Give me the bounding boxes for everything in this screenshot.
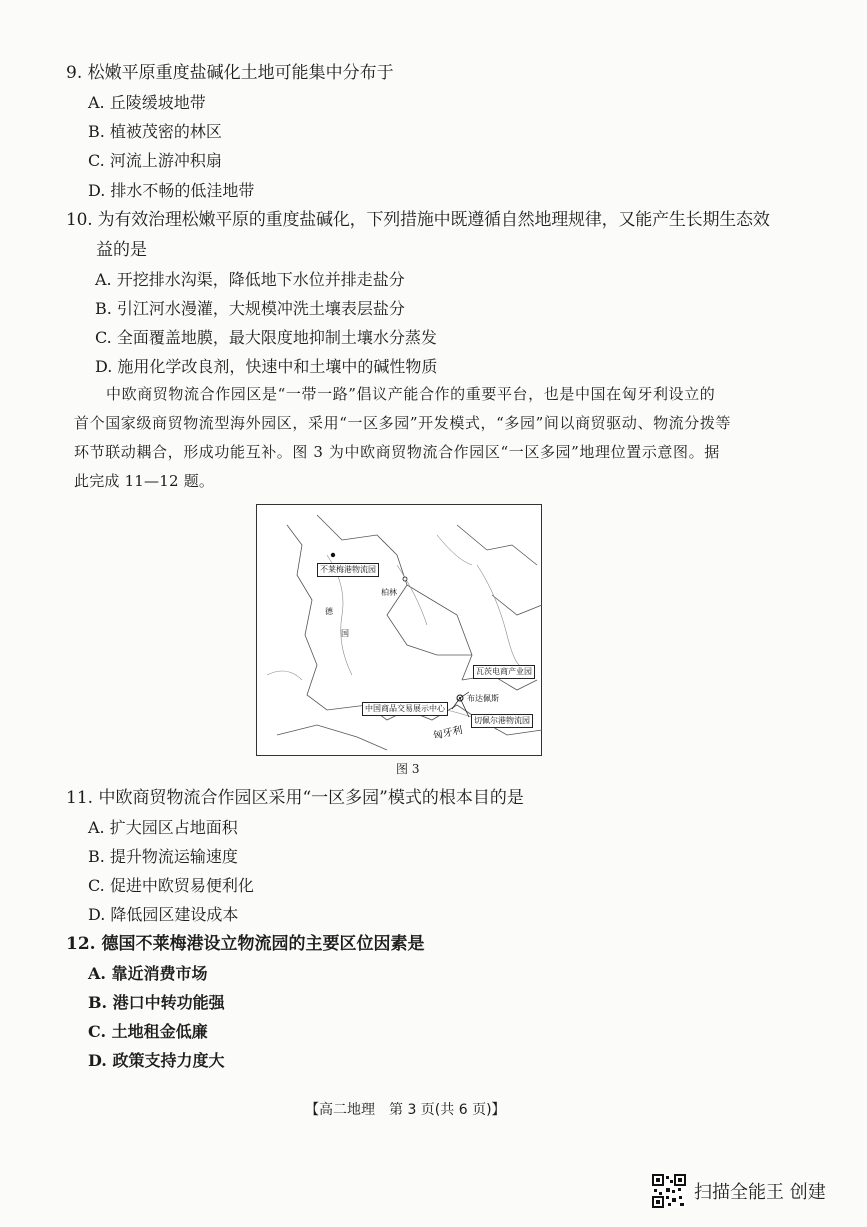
q9-option-d: D. 排水不畅的低洼地带: [88, 181, 255, 200]
q11-option-c: C. 促进中欧贸易便利化: [88, 876, 254, 895]
q9-stem: 9. 松嫩平原重度盐碱化土地可能集中分布于: [66, 63, 394, 83]
border-line: [457, 525, 537, 565]
map-label-csepel: 切佩尔港物流园: [471, 714, 533, 728]
scanner-watermark: [652, 1173, 826, 1209]
q12-option-c: C. 土地租金低廉: [88, 1022, 208, 1041]
q11-option-d: D. 降低园区建设成本: [88, 905, 239, 924]
q10-stem-line2: 益的是: [96, 240, 147, 260]
border-line: [287, 525, 407, 720]
map-label-hungary: 匈牙利: [432, 725, 464, 743]
q10-option-d: D. 施用化学改良剂，快速中和土壤中的碱性物质: [95, 357, 438, 376]
passage-line1: 中欧商贸物流合作园区是“一带一路”倡议产能合作的重要平台，也是中国在匈牙利设立的: [106, 385, 716, 403]
q11-option-b: B. 提升物流运输速度: [88, 847, 238, 866]
figure-caption: 图 3: [396, 762, 420, 776]
map-label-china-center: 中国商品交易展示中心: [362, 702, 448, 716]
bremen-marker: [331, 553, 335, 557]
q12-option-d: D. 政策支持力度大: [88, 1051, 225, 1070]
passage-line2: 首个国家级商贸物流型海外园区，采用“一区多园”开发模式，“多园”间以商贸驱动、物流分拨等: [74, 414, 732, 432]
map-label-budapest: 布达佩斯: [467, 694, 499, 703]
map-label-germany-2: 国: [341, 629, 349, 638]
border-line: [492, 595, 542, 615]
passage-line4: 此完成 11—12 题。: [74, 472, 215, 490]
map-label-berlin: 柏林: [381, 588, 397, 597]
passage-line3: 环节联动耦合，形成功能互补。图 3 为中欧商贸物流合作园区“一区多园”地理位置示意图。据: [74, 443, 720, 461]
berlin-marker: [403, 577, 407, 581]
map-label-czech-park: 瓦茨电商产业园: [473, 665, 535, 679]
river-line: [267, 671, 302, 680]
q9-option-c: C. 河流上游冲积扇: [88, 151, 222, 170]
river-line: [437, 535, 472, 565]
q12-option-b: B. 港口中转功能强: [88, 993, 225, 1012]
q11-option-a: A. 扩大园区占地面积: [88, 818, 238, 837]
q10-option-b: B. 引江河水漫灌，大规模冲洗土壤表层盐分: [95, 299, 405, 318]
q10-stem-line1: 10. 为有效治理松嫩平原的重度盐碱化，下列措施中既遵循自然地理规律，又能产生长期生态效: [66, 210, 770, 230]
page-footer: 【高二地理 第 3 页(共 6 页)】: [305, 1102, 506, 1118]
qr-code-icon: [652, 1174, 686, 1208]
q11-stem: 11. 中欧商贸物流合作园区采用“一区多园”模式的根本目的是: [66, 788, 524, 808]
scanner-text: 扫描全能王 创建: [694, 1182, 826, 1203]
map-label-germany-1: 德: [325, 607, 333, 616]
location-map: [256, 504, 542, 756]
leader-line: [452, 698, 460, 709]
map-label-bremen: 不莱梅港物流园: [317, 563, 379, 577]
q12-option-a: A. 靠近消费市场: [88, 964, 208, 983]
q9-option-b: B. 植被茂密的林区: [88, 122, 222, 141]
q12-stem: 12. 德国不莱梅港设立物流园的主要区位因素是: [66, 934, 425, 954]
q10-option-c: C. 全面覆盖地膜，最大限度地抑制土壤水分蒸发: [95, 328, 437, 347]
river-line: [397, 565, 427, 625]
border-line: [277, 725, 387, 750]
q10-option-a: A. 开挖排水沟渠，降低地下水位并排走盐分: [95, 270, 405, 289]
q9-option-a: A. 丘陵缓坡地带: [88, 93, 206, 112]
river-line: [477, 565, 527, 667]
